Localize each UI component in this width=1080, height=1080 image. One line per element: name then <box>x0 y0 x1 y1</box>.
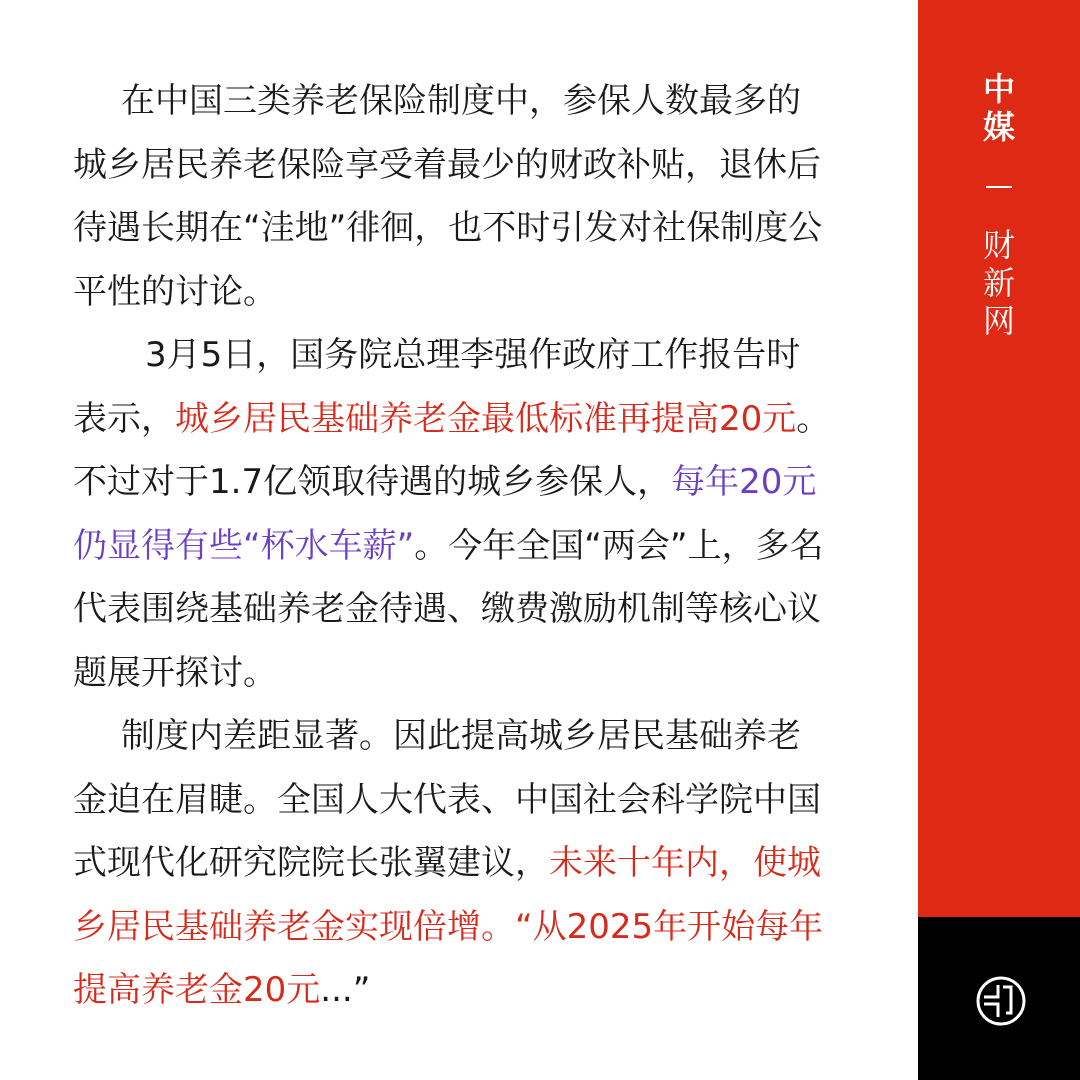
brand-secondary-char-3: 网 <box>982 302 1015 340</box>
brand-secondary-char-1: 财 <box>982 226 1015 264</box>
highlight-red-pension-doubling: 未来十年内，使城乡居民基础养老金实现倍增。“从2025年开始每年提高养老金20元 <box>73 843 824 1010</box>
brand-secondary-char-2: 新 <box>982 264 1015 302</box>
sidebar-red-panel <box>918 0 1080 917</box>
paragraph-2 <box>73 324 833 705</box>
brand-zhongmei <box>918 70 1080 146</box>
brand-primary-char-1: 中 <box>982 70 1015 108</box>
brand-caixinwang <box>918 226 1080 340</box>
brand-primary-char-2: 媒 <box>982 108 1015 146</box>
brand-divider <box>986 186 1012 188</box>
paragraph-3-text-a: 制度内差距显著。因此提高城乡居民基础养老金迫在眉睫。全国人大代表、中国社会科学院中国式现代化研究院院长张翼建议， <box>73 716 821 883</box>
paragraph-3-text-b: ...” <box>320 970 371 1010</box>
paragraph-1: 在中国三类养老保险制度中，参保人数最多的城乡居民养老保险享受着最少的财政补贴，退休后待遇长期在“洼地”徘徊，也不时引发对社保制度公平性的讨论。 <box>73 81 823 312</box>
article-body <box>73 70 833 1023</box>
paragraph-2-text-b: 。不过对于1.7亿领取待遇的城乡参保人， <box>73 398 831 502</box>
paragraph-2-text-c: 。今年全国“两会”上，多名代表围绕基础养老金待遇、缴费激励机制等核心议题展开探讨。 <box>73 525 824 693</box>
brand-sidebar <box>918 0 1080 1080</box>
paragraph-2-text-a: 3月5日，国务院总理李强作政府工作报告时表示， <box>73 335 801 439</box>
caixin-logo-icon <box>975 975 1027 1027</box>
sidebar-black-panel <box>918 917 1080 1080</box>
highlight-red-pension-raise: 城乡居民基础养老金最低标准再提高20元 <box>175 398 797 439</box>
paragraph-3 <box>73 705 833 1023</box>
highlight-purple-drop-in-bucket: 每年20元仍显得有些“杯水车薪” <box>73 462 817 566</box>
